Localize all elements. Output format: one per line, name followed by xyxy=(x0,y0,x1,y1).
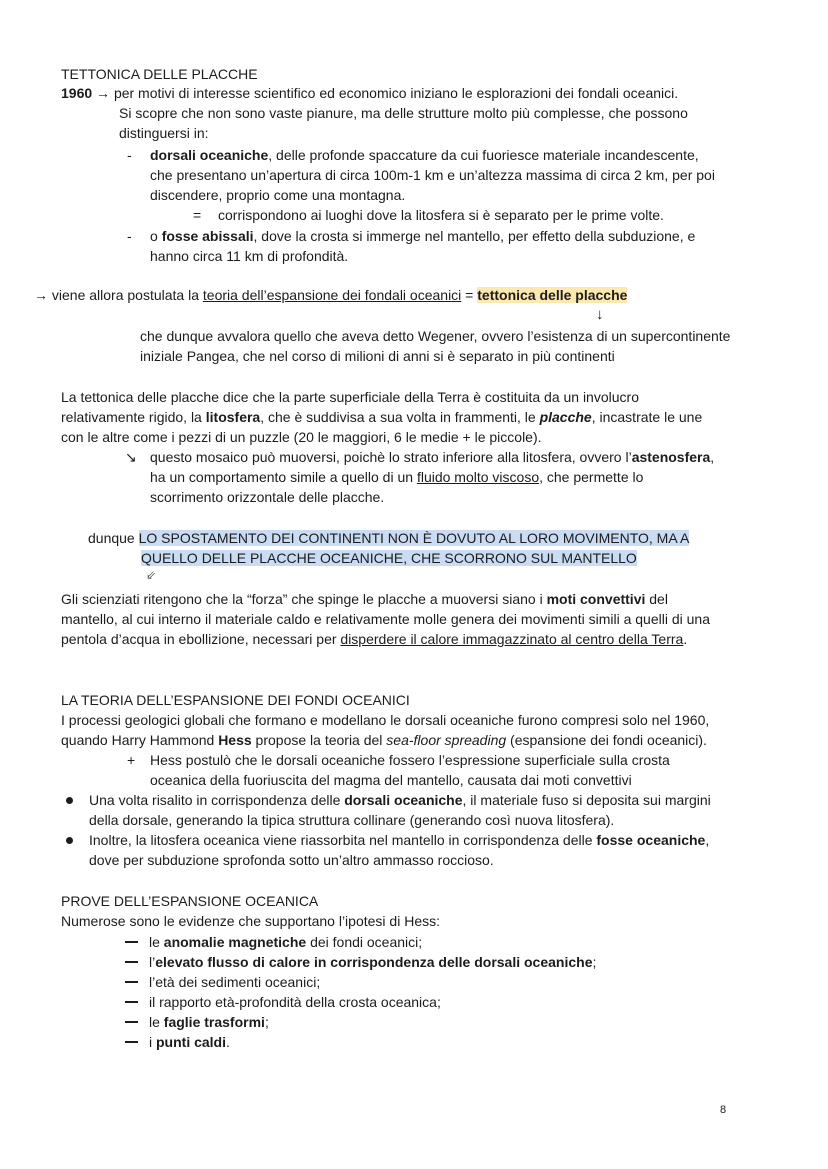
dash-bullet-icon xyxy=(125,1021,138,1023)
list-item xyxy=(150,145,699,165)
term-bold: dorsali oceaniche xyxy=(150,147,269,163)
dash-bullet: - xyxy=(127,147,132,163)
text-span: , incastrate le une xyxy=(591,409,703,425)
list-item xyxy=(149,1032,230,1052)
text-line xyxy=(61,629,687,649)
arrow-down-right-icon: ↘ xyxy=(125,449,137,465)
list-item: il rapporto età-profondità della crosta oceanica; xyxy=(149,994,441,1010)
text-line xyxy=(89,790,711,810)
plus-bullet: + xyxy=(127,752,136,768)
text-span: l’ xyxy=(149,954,156,970)
bullet-dot-icon xyxy=(66,797,73,804)
text-span: le xyxy=(149,934,164,950)
term-bold-italic: placche xyxy=(539,409,592,425)
page-number: 8 xyxy=(720,1104,727,1116)
term-bold: dorsali oceaniche xyxy=(344,792,463,808)
text-line: scorrimento orizzontale delle placche. xyxy=(150,489,385,505)
text-line: oceanica della fuoriuscita del magma del mantello, causata dai moti convettivi xyxy=(150,772,632,788)
text-span: (espansione dei fondi oceanici). xyxy=(506,732,707,748)
year-label: 1960 xyxy=(61,85,93,101)
text-line: per motivi di interesse scientifico ed economico iniziano le esplorazioni dei fondali oceanici. xyxy=(113,85,679,101)
text-span: questo mosaico può muoversi, poichè lo strato inferiore alla litosfera, ovvero l’ xyxy=(150,449,632,465)
section-title-espansione: LA TEORIA DELL’ESPANSIONE DEI FONDI OCEANICI xyxy=(61,692,410,708)
text-span: ; xyxy=(264,1014,269,1030)
text-line: distinguersi in: xyxy=(119,125,209,141)
text-span: pentola d’acqua in ebollizione, necessari per xyxy=(61,631,341,647)
text-line: corrispondono ai luoghi dove la litosfera si è separato per le prime volte. xyxy=(218,207,664,223)
text-span: Inoltre, la litosfera oceanica viene riassorbita nel mantello in corrispondenza delle xyxy=(89,832,597,848)
text-span: . xyxy=(226,1034,230,1050)
bullet-dot-icon xyxy=(66,837,73,844)
list-item xyxy=(149,932,422,952)
dash-bullet-icon xyxy=(125,941,138,943)
text-line: Hess postulò che le dorsali oceaniche fossero l’espressione superficiale sulla crosta xyxy=(150,752,670,768)
arrow-right-icon: → xyxy=(34,287,48,303)
text-line: La tettonica delle placche dice che la parte superficiale della Terra è costituita da un involucro xyxy=(61,389,639,405)
text-line xyxy=(89,830,709,850)
text-line: dove per subduzione sprofonda sotto un’altro ammasso roccioso. xyxy=(89,852,494,868)
section-title-prove: PROVE DELL’ESPANSIONE OCEANICA xyxy=(61,893,319,909)
text-span: ha un comportamento simile a quello di un xyxy=(150,469,417,485)
text-span: , che è suddivisa a sua volta in frammenti, le xyxy=(260,409,540,425)
equals-sign: = xyxy=(193,207,202,223)
text-line: hanno circa 11 km di profondità. xyxy=(150,248,349,264)
text-span: relativamente rigido, la xyxy=(61,409,206,425)
arrow-right-icon: → xyxy=(96,85,111,101)
text-line: Si scopre che non sono vaste pianure, ma delle strutture molto più complesse, che possono xyxy=(119,105,688,121)
term-bold: Hess xyxy=(218,732,252,748)
text-span: , xyxy=(705,832,710,848)
text-span: del xyxy=(645,591,668,607)
text-span: , xyxy=(710,449,715,465)
text-span: , il materiale fuso si deposita sui margini xyxy=(462,792,711,808)
text-line: con le altre come i pezzi di un puzzle (20 le maggiori, 6 le medie + le piccole). xyxy=(61,429,542,445)
hand-arrow-icon: ⇙ xyxy=(146,568,157,582)
term-bold: punti caldi xyxy=(156,1034,226,1050)
dash-bullet-icon xyxy=(125,981,138,983)
dash-bullet-icon xyxy=(125,1041,138,1043)
text-span: Gli scienziati ritengono che la “forza” che spinge le placche a muoversi siano i xyxy=(61,591,547,607)
text-line: Numerose sono le evidenze che supportano l’ipotesi di Hess: xyxy=(61,913,440,929)
underlined-term: fluido molto viscoso xyxy=(416,469,540,485)
term-bold: fosse abissali xyxy=(161,228,254,244)
underlined-term: teoria dell’espansione dei fondali oceanici xyxy=(202,287,462,303)
term-bold: faglie trasformi xyxy=(163,1014,265,1030)
dash-bullet-icon xyxy=(125,961,138,963)
list-item: l’età dei sedimenti oceanici; xyxy=(149,974,321,990)
text-line xyxy=(150,467,643,487)
term-italic: sea-floor spreading xyxy=(386,732,507,748)
text-line: mantello, al cui interno il materiale caldo e relativamente molle genera dei movimenti simili a quelli di una xyxy=(61,611,710,627)
text-span: ; xyxy=(592,954,597,970)
paragraph-1960 xyxy=(61,83,678,103)
list-item xyxy=(150,226,695,246)
text-span: dunque xyxy=(88,530,139,546)
dash-bullet-icon xyxy=(125,1001,138,1003)
dash-bullet: - xyxy=(127,228,132,244)
list-item xyxy=(149,1012,269,1032)
text-span: Una volta risalito in corrispondenza delle xyxy=(89,792,345,808)
highlighted-term: tettonica delle placche xyxy=(477,287,628,303)
text-span: propose la teoria del xyxy=(251,732,387,748)
text-span: o xyxy=(150,228,162,244)
postulate-line xyxy=(34,285,627,305)
term-bold: elevato flusso di calore in corrispondenza delle dorsali oceaniche xyxy=(155,954,593,970)
text-line xyxy=(61,730,707,750)
term-bold: anomalie magnetiche xyxy=(163,934,307,950)
arrow-down-icon: ↓ xyxy=(596,306,604,323)
underlined-term: disperdere il calore immagazzinato al centro della Terra xyxy=(340,631,684,647)
term-bold: astenosfera xyxy=(631,449,711,465)
term-bold: moti convettivi xyxy=(546,591,646,607)
conclusion-line xyxy=(141,548,637,568)
text-line xyxy=(61,407,702,427)
text-span: i xyxy=(149,1034,156,1050)
term-bold: litosfera xyxy=(205,409,261,425)
text-line: che presentano un’apertura di circa 100m-1 km e un’altezza massima di circa 2 km, per poi xyxy=(150,167,715,183)
text-line: discendere, proprio come una montagna. xyxy=(150,187,406,203)
text-span: dei fondi oceanici; xyxy=(306,934,423,950)
text-span: , dove la crosta si immerge nel mantello, per effetto della subduzione, e xyxy=(253,228,696,244)
highlighted-text: LO SPOSTAMENTO DEI CONTINENTI NON È DOVUTO AL LORO MOVIMENTO, MA A xyxy=(138,530,690,546)
section-title-tettonica: TETTONICA DELLE PLACCHE xyxy=(61,66,258,82)
term-bold: fosse oceaniche xyxy=(596,832,706,848)
text-line: iniziale Pangea, che nel corso di milioni di anni si è separato in più continenti xyxy=(140,348,615,364)
text-span: , che permette lo xyxy=(539,469,644,485)
list-item xyxy=(149,952,596,972)
text-span: viene allora postulata la xyxy=(51,287,203,303)
text-line: che dunque avvalora quello che aveva detto Wegener, ovvero l’esistenza di un supercontinente xyxy=(140,328,731,344)
text-span: . xyxy=(683,631,688,647)
conclusion-line xyxy=(88,528,689,548)
text-span: = xyxy=(461,287,478,303)
text-line xyxy=(150,447,714,467)
text-line xyxy=(61,589,668,609)
highlighted-text: QUELLO DELLE PLACCHE OCEANICHE, CHE SCORRONO SUL MANTELLO xyxy=(141,550,637,566)
text-span: quando Harry Hammond xyxy=(61,732,219,748)
text-line: I processi geologici globali che formano e modellano le dorsali oceaniche furono compresi solo nel 1960, xyxy=(61,712,710,728)
text-span: , delle profonde spaccature da cui fuoriesce materiale incandescente, xyxy=(268,147,699,163)
text-span: le xyxy=(149,1014,164,1030)
text-line: della dorsale, generando la tipica struttura collinare (generando così nuova litosfera). xyxy=(89,812,615,828)
